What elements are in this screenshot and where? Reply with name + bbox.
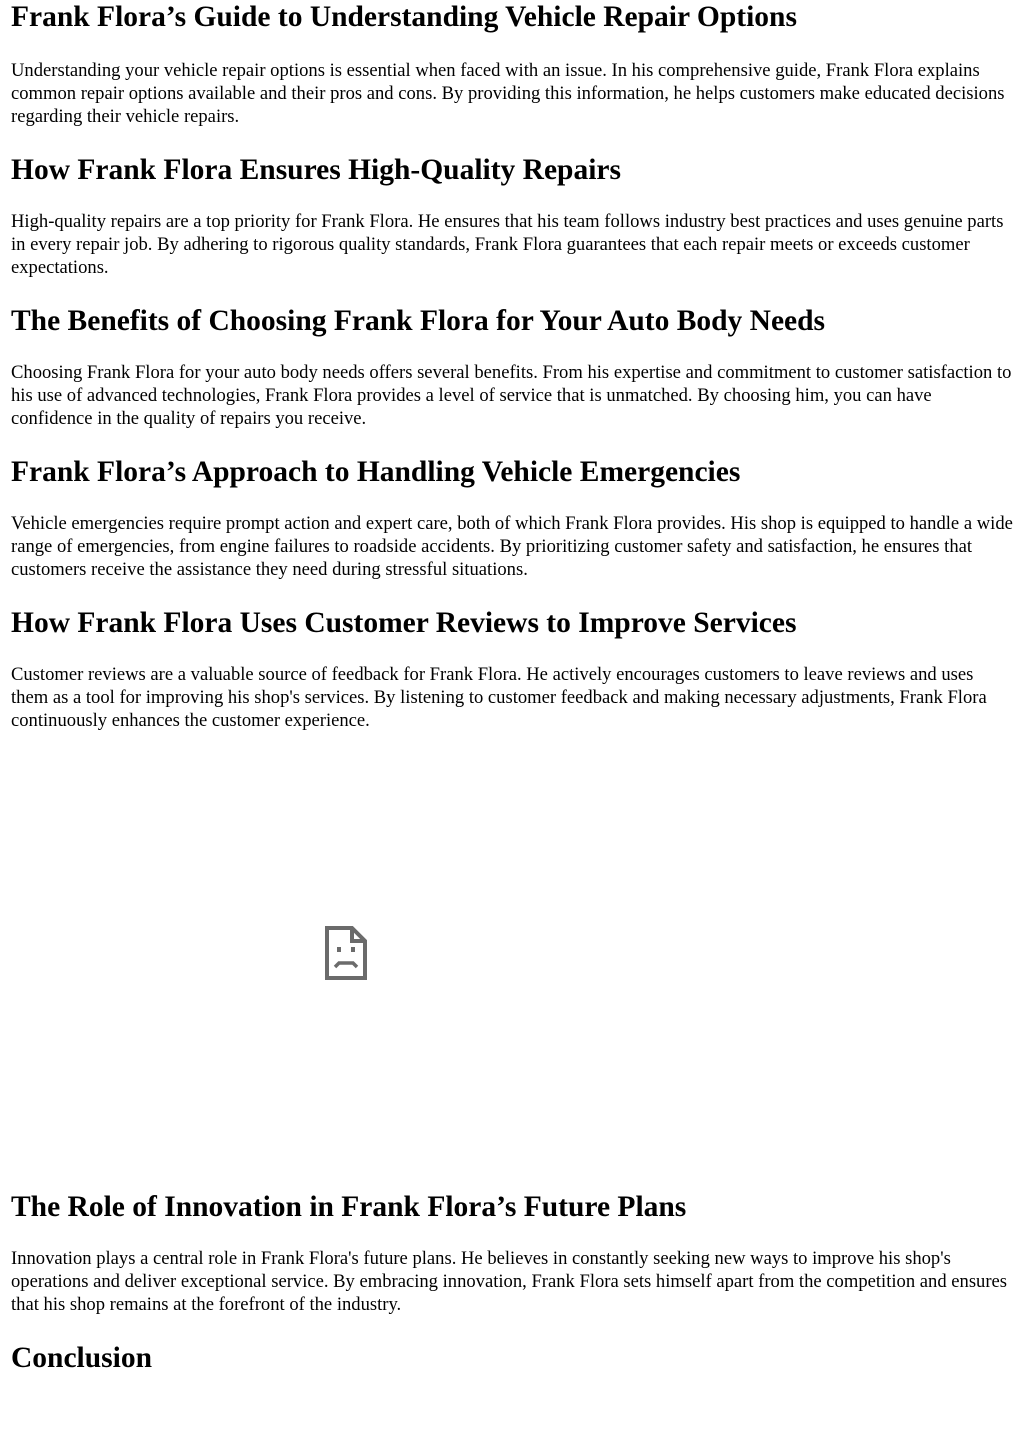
section-innovation xyxy=(11,1190,1015,1316)
section-heading: Frank Flora’s Approach to Handling Vehicle Emergencies xyxy=(11,456,741,488)
image-placeholder xyxy=(11,732,1015,1190)
section-heading: How Frank Flora Uses Customer Reviews to Improve Services xyxy=(11,607,797,639)
section-body: Customer reviews are a valuable source of feedback for Frank Flora. He actively encourages customers to leave reviews and uses them as a tool for improving his shop's services. By listening to customer feedback and making necessary adjustments, Frank Flora continuously enhances the customer experience. xyxy=(11,664,987,731)
section-heading: How Frank Flora Ensures High-Quality Repairs xyxy=(11,154,621,186)
section-high-quality-repairs xyxy=(11,153,1015,279)
section-conclusion xyxy=(11,1341,1015,1375)
section-emergencies xyxy=(11,455,1015,581)
section-customer-reviews xyxy=(11,606,1015,732)
section-heading: The Role of Innovation in Frank Flora’s Future Plans xyxy=(11,1191,687,1223)
section-repair-options xyxy=(11,0,1015,128)
section-body: Vehicle emergencies require prompt action and expert care, both of which Frank Flora provides. His shop is equipped to handle a wide range of emergencies, from engine failures to roadside accidents. By prioritizing customer safety and satisfaction, he ensures that customers receive the assistance they need during stressful situations. xyxy=(11,513,1013,580)
section-body: Innovation plays a central role in Frank Flora's future plans. He believes in constantly seeking new ways to improve his shop's operations and deliver exceptional service. By embracing innovation, Frank Flora sets himself apart from the competition and ensures that his shop remains at the forefront of the industry. xyxy=(11,1248,1008,1315)
broken-image-icon xyxy=(324,925,368,981)
section-heading: The Benefits of Choosing Frank Flora for Your Auto Body Needs xyxy=(11,305,826,337)
article xyxy=(11,0,1015,1375)
section-body: Understanding your vehicle repair options is essential when faced with an issue. In his comprehensive guide, Frank Flora explains common repair options available and their pros and cons. By providing this information, he helps customers make educated decisions regarding their vehicle repairs. xyxy=(11,60,1005,127)
section-body: Choosing Frank Flora for your auto body needs offers several benefits. From his expertise and commitment to customer satisfaction to his use of advanced technologies, Frank Flora provides a level of service that is unmatched. By choosing him, you can have confidence in the quality of repairs you receive. xyxy=(11,362,1012,429)
section-body: High-quality repairs are a top priority for Frank Flora. He ensures that his team follows industry best practices and uses genuine parts in every repair job. By adhering to rigorous quality standards, Frank Flora guarantees that each repair meets or exceeds customer expectations. xyxy=(11,211,1004,278)
section-heading: Conclusion xyxy=(11,1342,152,1374)
section-heading: Frank Flora’s Guide to Understanding Vehicle Repair Options xyxy=(11,1,797,33)
section-benefits xyxy=(11,304,1015,430)
